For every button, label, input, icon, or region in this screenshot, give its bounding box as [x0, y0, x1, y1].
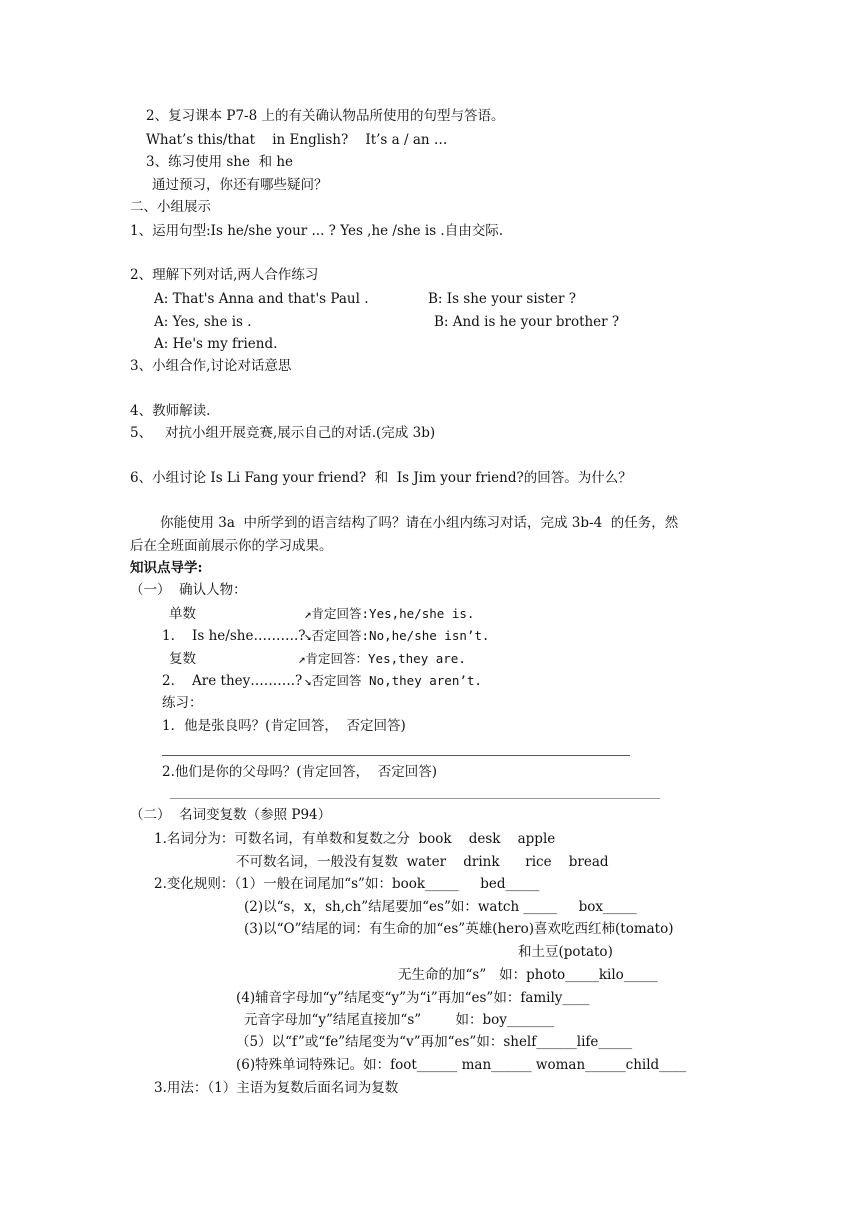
preview-question: 通过预习，你还有哪些疑问？ — [152, 177, 328, 193]
rule-3-cont: 和土豆(potato) — [518, 944, 613, 960]
singular-question: 1. Is he/she……….? — [162, 628, 306, 644]
plural-yes-answer: ↗肯定回答：Yes,they are. — [298, 651, 466, 666]
plural-label: 复数 — [169, 651, 196, 667]
plural-question: 2. Are they……….? — [162, 673, 303, 689]
group-step-6: 6、小组讨论 Is Li Fang your friend? 和 Is Jim your friend?的回答。为什么？ — [130, 470, 632, 486]
rule-5: （5）以“f”或“fe”结尾变为“v”再加“es”如：shelf______life_____ — [236, 1034, 633, 1050]
dialog-line-1-right: B: Is she your sister ? — [428, 291, 576, 307]
dialog-line-3-left: A: He's my friend. — [154, 336, 278, 352]
exercise-1: 1．他是张良吗？(肯定回答， 否定回答) — [162, 718, 406, 734]
usage: 3.用法：（1）主语为复数后面名词为复数 — [154, 1080, 399, 1096]
noun-uncountable: 不可数名词，一般没有复数 water drink rice bread — [236, 854, 609, 870]
dialog-line-2-left: A: Yes, she is . — [154, 314, 252, 330]
rule-4: (4)辅音字母加“y”结尾变“y”为“i”再加“es”如：family____ — [236, 990, 590, 1006]
dialog-line-1-left: A: That's Anna and that's Paul . — [154, 291, 369, 307]
group-step-3: 3、小组合作,讨论对话意思 — [130, 358, 292, 374]
singular-no-answer: ↘否定回答:No,he/she isn’t. — [304, 628, 490, 643]
dialog-line-2-right: B: And is he your brother ? — [434, 314, 620, 330]
exercise-2-answer-line — [170, 798, 660, 799]
group-step-4: 4、教师解读. — [130, 403, 211, 419]
group-paragraph-line-2: 后在全班面前展示你的学习成果。 — [130, 538, 333, 554]
rule-1: 2.变化规则：（1）一般在词尾加“s”如：book_____ bed_____ — [154, 876, 540, 892]
rule-3: (3)以“O”结尾的词：有生命的加“es”英雄(hero)喜欢吃西红柿(tomato) — [244, 921, 674, 937]
knowledge-heading: 知识点导学: — [130, 560, 203, 576]
preview-item-3: 3、练习使用 she 和 he — [146, 154, 294, 170]
group-step-5: 5、 对抗小组开展竞赛,展示自己的对话.(完成 3b) — [130, 425, 436, 441]
group-step-1: 1、运用句型:Is he/she your ... ? Yes ,he /she is .自由交际. — [130, 223, 503, 239]
group-step-2: 2、理解下列对话,两人合作练习 — [130, 267, 319, 283]
noun-countable: 1.名词分为：可数名词，有单数和复数之分 book desk apple — [154, 831, 556, 847]
singular-label: 单数 — [169, 606, 196, 622]
practice-label: 练习： — [162, 695, 203, 711]
rule-2: (2)以“s，x，sh,ch”结尾要加“es”如：watch _____ box_____ — [244, 899, 637, 915]
group-heading: 二、小组展示 — [130, 199, 211, 215]
plural-no-answer: ↘否定回答 No,they aren’t. — [304, 673, 482, 688]
rule-3-inanimate: 无生命的加“s” 如：photo_____kilo_____ — [398, 967, 658, 983]
singular-yes-answer: ↗肯定回答:Yes,he/she is. — [304, 606, 475, 621]
exercise-1-answer-line — [162, 755, 630, 756]
preview-item-2: 2、复习课本 P7-8 上的有关确认物品所使用的句型与答语。 — [146, 108, 505, 124]
rule-4-vowel: 元音字母加“y”结尾直接加“s” 如：boy_______ — [244, 1012, 555, 1028]
part2-title: （二） 名词变复数（参照 P94） — [130, 807, 332, 823]
group-paragraph-line-1: 你能使用 3a 中所学到的语言结构了吗？请在小组内练习对话，完成 3b-4 的任务，然 — [160, 515, 679, 531]
exercise-2: 2.他们是你的父母吗？(肯定回答， 否定回答) — [162, 764, 437, 780]
rule-6: (6)特殊单词特殊记。如：foot______ man______ woman______child____ — [236, 1057, 687, 1073]
preview-item-2-example: What’s this/that in English? It’s a / an … — [146, 132, 448, 148]
part1-title: （一） 确认人物： — [130, 582, 247, 598]
